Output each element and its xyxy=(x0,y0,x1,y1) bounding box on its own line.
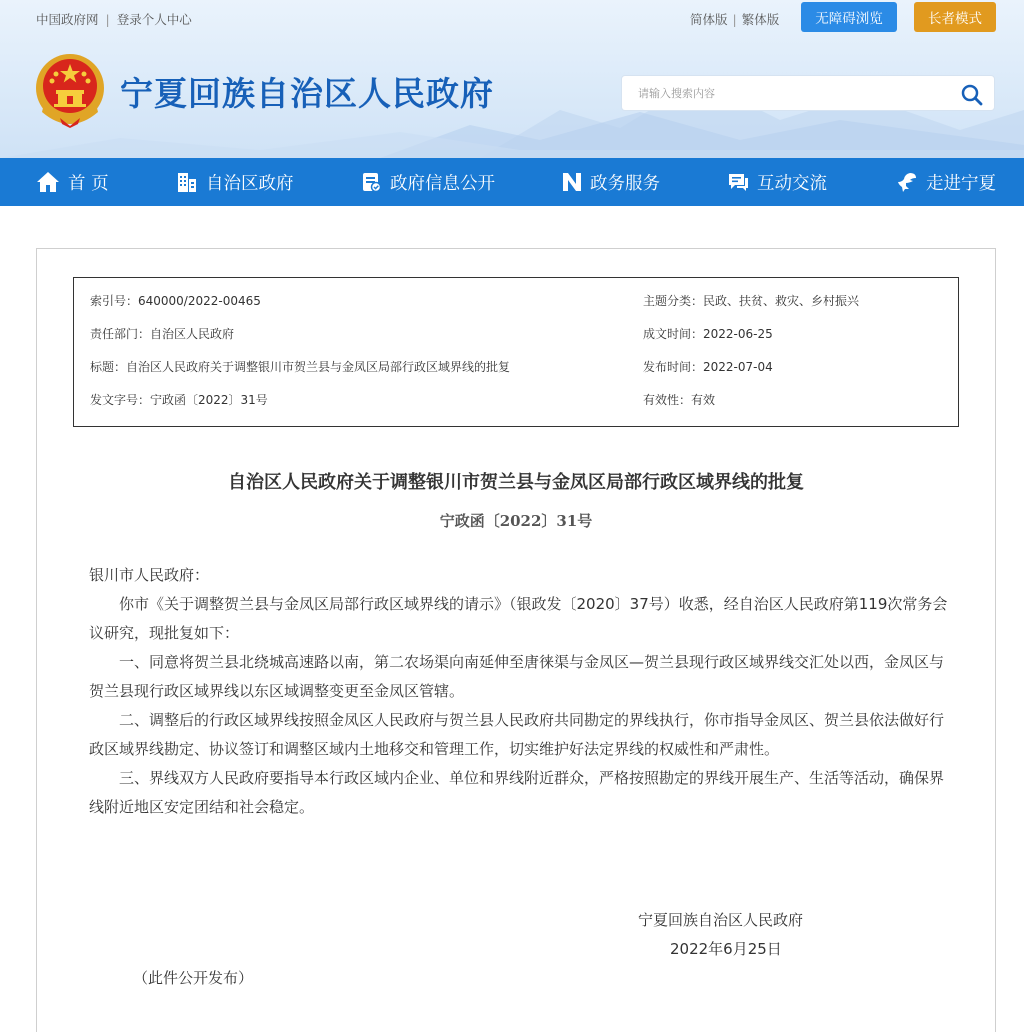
meta-validity: 有效性：有效 xyxy=(643,393,716,407)
nav-item-explore[interactable] xyxy=(896,158,996,206)
building-icon xyxy=(176,171,198,193)
document-number: 宁政函〔2022〕31号 xyxy=(439,512,593,530)
lang-separator: | xyxy=(732,12,737,27)
accessibility-button[interactable]: 无障碍浏览 xyxy=(801,2,897,32)
search-icon[interactable] xyxy=(961,84,983,106)
paragraph: 你市《关于调整贺兰县与金凤区局部行政区域界线的请示》（银政发〔2020〕37号）收悉，经自治区人民政府第119次常务会议研究，现批复如下： xyxy=(89,595,948,642)
meta-department: 责任部门：自治区人民政府 xyxy=(90,327,235,341)
login-link[interactable]: 登录个人中心 xyxy=(116,12,192,27)
explore-icon xyxy=(896,171,918,193)
info-open-icon xyxy=(360,171,382,193)
language-links xyxy=(690,10,779,28)
chat-icon xyxy=(727,171,749,193)
nav-item-info-open[interactable] xyxy=(360,158,495,206)
document-body xyxy=(89,561,951,822)
national-emblem-icon xyxy=(34,52,106,128)
nav-label: 走进宁夏 xyxy=(926,173,996,194)
traditional-link[interactable]: 繁体版 xyxy=(741,12,780,27)
meta-category: 主题分类：民政、扶贫、救灾、乡村振兴 xyxy=(643,294,860,308)
meta-published: 发布时间：2022-07-04 xyxy=(643,360,773,374)
top-links xyxy=(36,10,192,28)
nav-item-home[interactable] xyxy=(36,158,109,206)
salutation: 银川市人民政府： xyxy=(89,566,210,584)
signature-org: 宁夏回族自治区人民政府 xyxy=(638,911,804,929)
site-header xyxy=(0,0,1024,158)
main-nav xyxy=(0,158,1024,206)
publication-note: （此件公开发布） xyxy=(133,969,254,987)
service-icon xyxy=(562,172,582,192)
site-title: 宁夏回族自治区人民政府 xyxy=(120,74,494,113)
paragraph: 三、界线双方人民政府要指导本行政区域内企业、单位和界线附近群众，严格按照勘定的界线开展生产、生活等活动，确保界线附近地区安定团结和社会稳定。 xyxy=(89,769,945,816)
nav-label: 首 页 xyxy=(68,173,109,194)
meta-created: 成文时间：2022-06-25 xyxy=(643,327,773,341)
elder-mode-button[interactable]: 长者模式 xyxy=(914,2,996,32)
meta-title: 标题：自治区人民政府关于调整银川市贺兰县与金凤区局部行政区域界线的批复 xyxy=(90,360,511,374)
document-title: 自治区人民政府关于调整银川市贺兰县与金凤区局部行政区域界线的批复 xyxy=(228,472,804,493)
nav-item-interaction[interactable] xyxy=(727,158,827,206)
signature-date: 2022年6月25日 xyxy=(670,940,782,958)
paragraph: 一、同意将贺兰县北绕城高速路以南，第二农场渠向南延伸至唐徕渠与金凤区—贺兰县现行政区域界线交汇处以西，金凤区与贺兰县现行政区域界线以东区域调整变更至金凤区管辖。 xyxy=(89,653,945,700)
home-icon xyxy=(36,171,60,193)
search-input[interactable] xyxy=(638,83,938,103)
nav-label: 政府信息公开 xyxy=(390,173,495,194)
nav-label: 自治区政府 xyxy=(206,173,294,194)
nav-item-services[interactable] xyxy=(562,158,660,206)
nav-label: 政务服务 xyxy=(590,173,660,194)
nav-item-government[interactable] xyxy=(176,158,294,206)
gov-site-link[interactable]: 中国政府网 xyxy=(36,12,99,27)
paragraph: 二、调整后的行政区域界线按照金凤区人民政府与贺兰县人民政府共同勘定的界线执行，你市指导金凤区、贺兰县依法做好行政区域界线勘定、协议签订和调整区域内土地移交和管理工作，切实维护好法定界线的权威性和严肃性。 xyxy=(89,711,945,758)
search-box xyxy=(622,76,994,110)
meta-index-no: 索引号：640000/2022-00465 xyxy=(90,294,261,308)
top-separator: | xyxy=(105,12,110,27)
meta-doc-no: 发文字号：宁政函〔2022〕31号 xyxy=(90,393,268,407)
simplified-link[interactable]: 简体版 xyxy=(690,12,728,27)
nav-label: 互动交流 xyxy=(757,173,827,194)
